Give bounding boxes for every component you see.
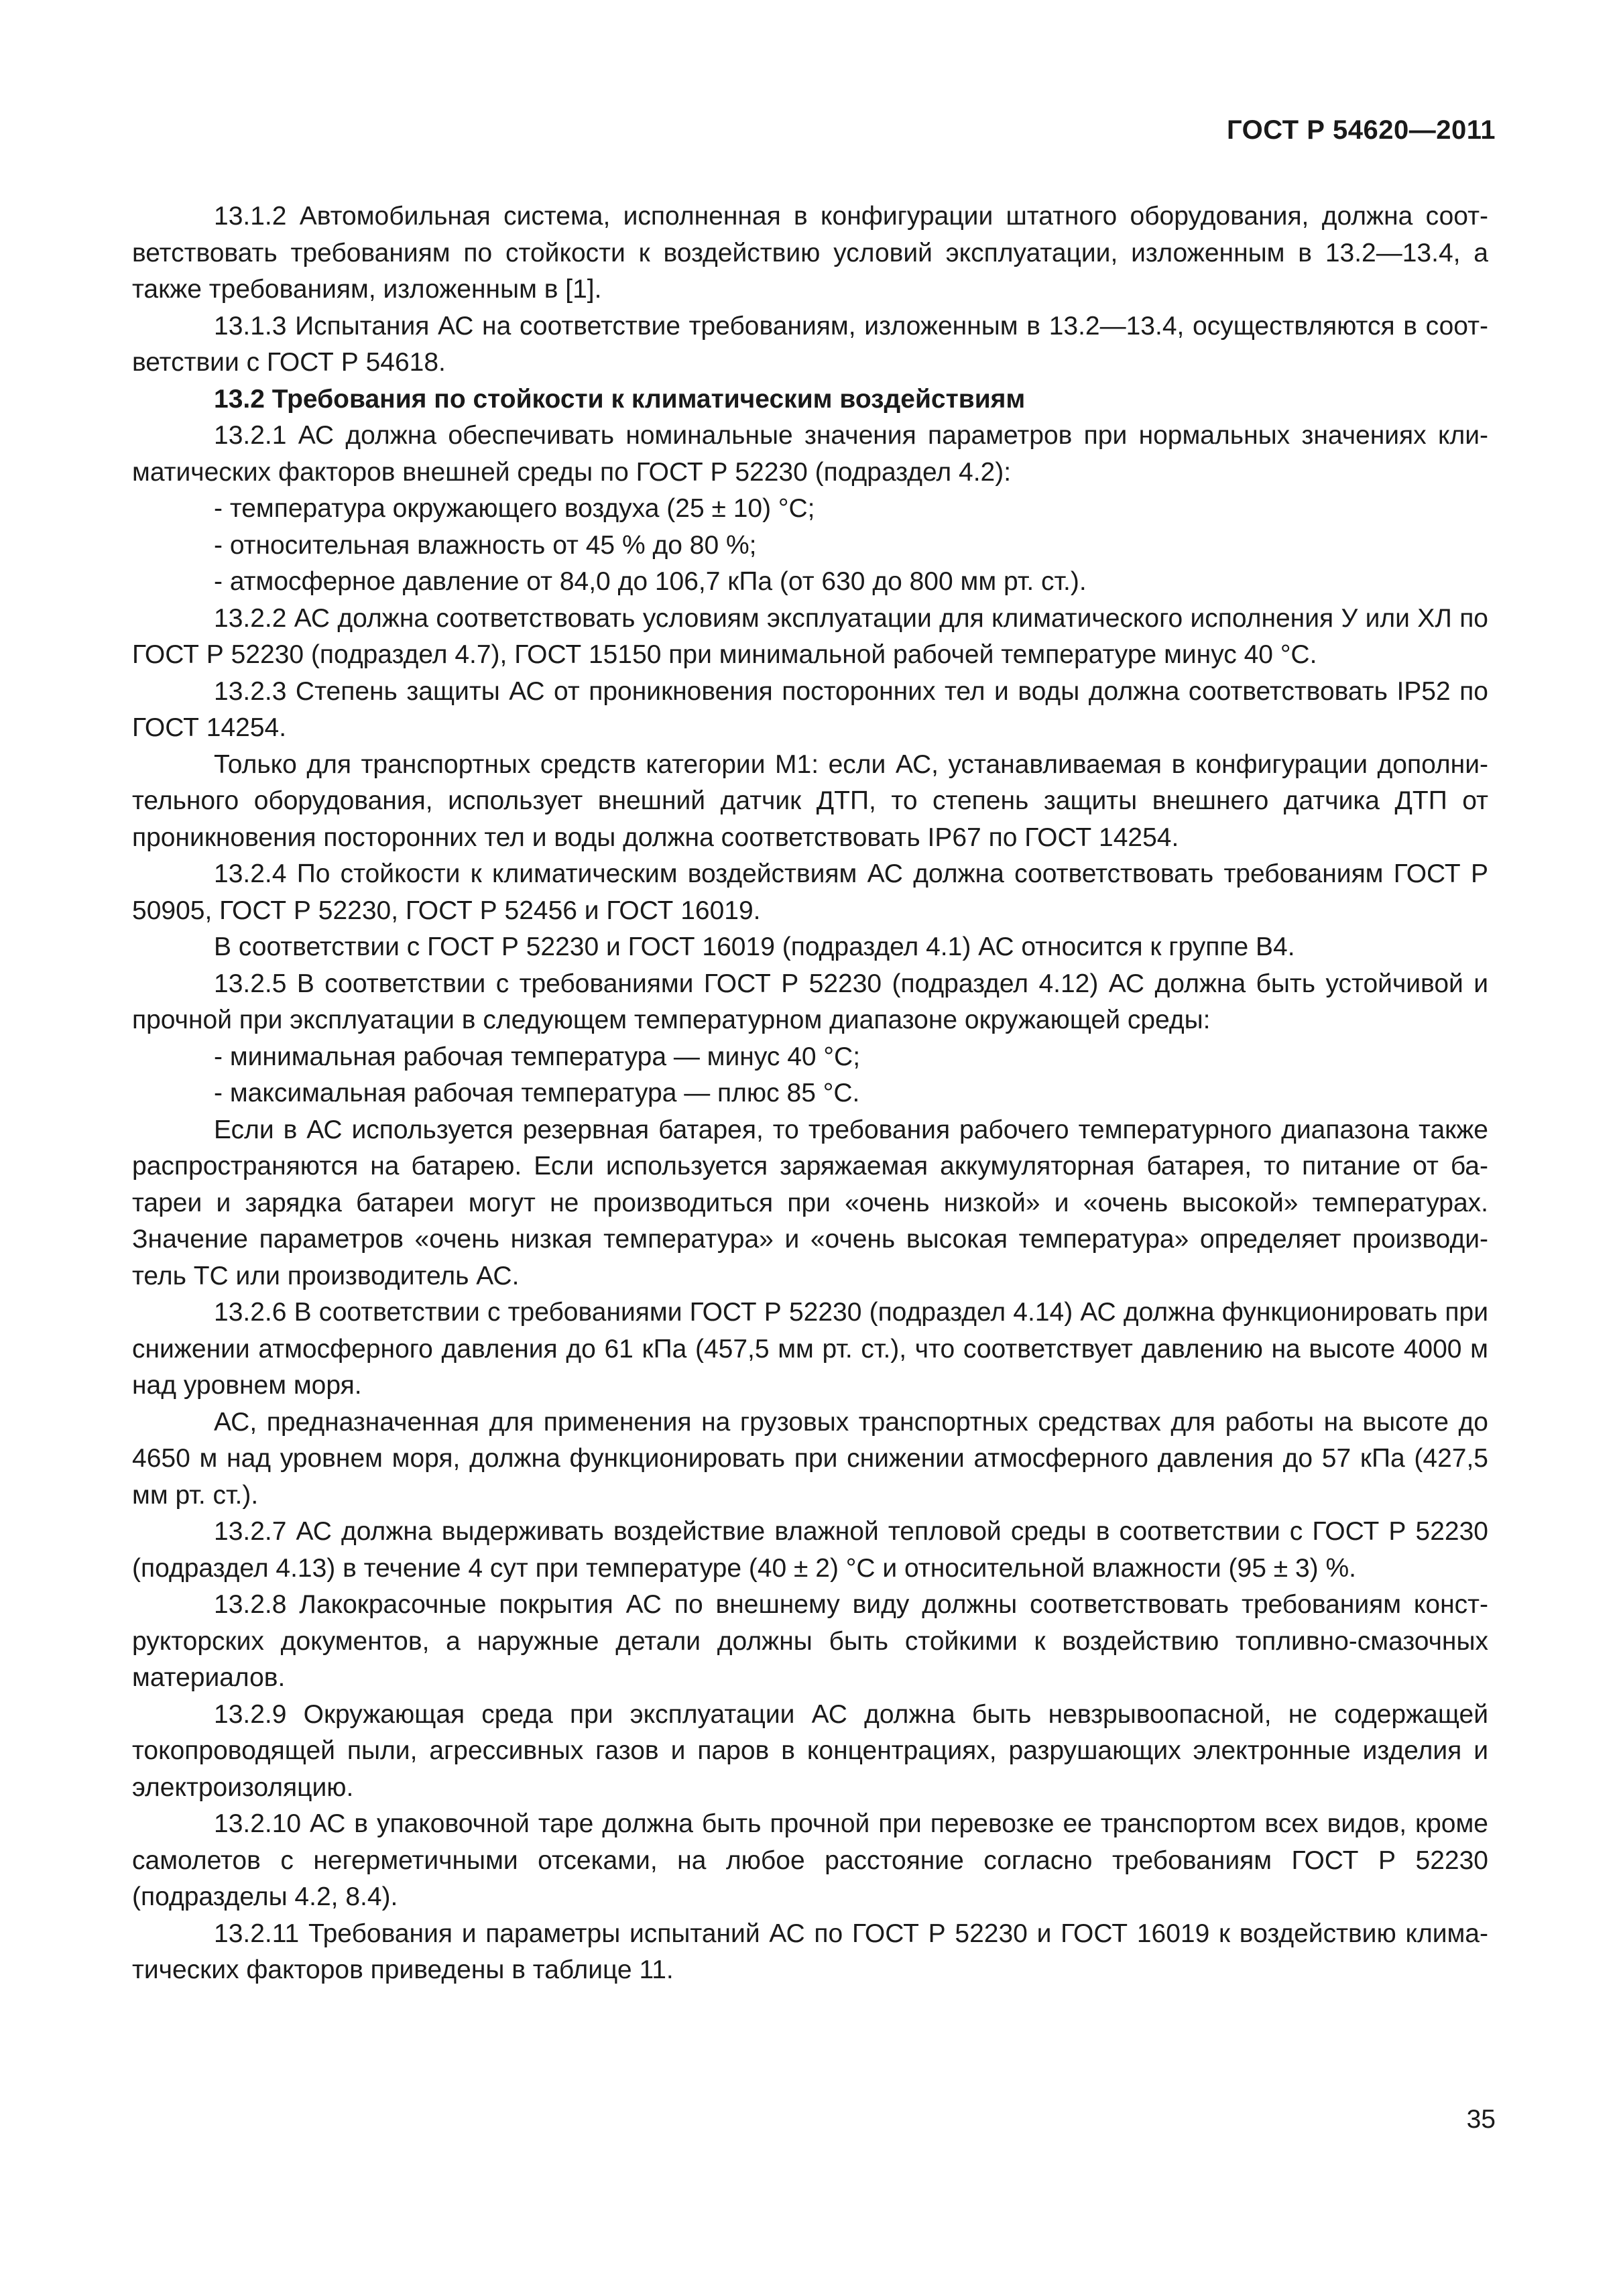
page-number: 35 [1466, 2105, 1496, 2134]
paragraph-13-2-7: 13.2.7 АС должна выдерживать воздействие влажной тепловой среды в соответствии с ГОСТ Р 52230 (подраздел 4.13) в течение 4 сут при температуре (40 ± 2) °С и относительной влажности (95 ± 3) %. [132, 1517, 1488, 1583]
paragraph-m1-vehicles: Только для транспортных средств категории М1: если АС, устанавливаемая в конфигурации дополнительного оборудования, использует внешний датчик ДТП, то степень защиты внешнего датчика ДТП от проникновения посторонних тел и воды должна соответствовать IP67 по ГОСТ 14254. [132, 749, 1488, 852]
paragraph-13-2-8: 13.2.8 Лакокрасочные покрытия АС по внешнему виду должны соответствовать требованиям конструкторских документов, а наружные детали должны быть стойкими к воздействию топливно-смазочных материалов. [132, 1590, 1488, 1692]
paragraph-backup-battery: Если в АС используется резервная батарея, то требования рабочего температурного диапазона также распространяются на батарею. Если используется заряжаемая аккумуляторная батарея, то питание от батареи и зарядка батареи могут не производиться при «очень низкой» и «очень высокой» температурах. Значение параметров «очень низкая температура» и «очень высокая температура» определяет производитель ТС или производитель АС. [132, 1115, 1488, 1290]
standard-code-header: ГОСТ Р 54620—2011 [1227, 115, 1496, 145]
section-heading-13-2: 13.2 Требования по стойкости к климатическим воздействиям [214, 384, 1026, 414]
paragraph-13-2-2: 13.2.2 АС должна соответствовать условиям эксплуатации для климатического исполнения У или ХЛ по ГОСТ Р 52230 (подраздел 4.7), ГОСТ 15150 при минимальной рабочей температуре минус 40 °С. [132, 603, 1488, 669]
list-item-max-temperature: - максимальная рабочая температура — плюс 85 °С. [214, 1079, 860, 1107]
paragraph-13-2-4: 13.2.4 По стойкости к климатическим воздействиям АС должна соответствовать требованиям ГОСТ Р 50905, ГОСТ Р 52230, ГОСТ Р 52456 и ГОСТ 16019. [132, 859, 1488, 925]
paragraph-13-2-9: 13.2.9 Окружающая среда при эксплуатации АС должна быть невзрывоопасной, не содержащей токопроводящей пыли, агрессивных газов и паров в концентрациях, разрушающих электронные изделия и электроизоляцию. [132, 1699, 1488, 1802]
paragraph-13-1-3: 13.1.3 Испытания АС на соответствие требованиям, изложенным в 13.2—13.4, осуществляются в соответствии с ГОСТ Р 54618. [132, 311, 1488, 377]
paragraph-13-2-10: 13.2.10 АС в упаковочной таре должна быть прочной при перевозке ее транспортом всех видов, кроме самолетов с негерметичными отсеками, на любое расстояние согласно требованиям ГОСТ Р 52230 (подразделы 4.2, 8.4). [132, 1809, 1488, 1911]
document-body [132, 198, 1488, 1989]
list-item-atmospheric-pressure: - атмосферное давление от 84,0 до 106,7 кПа (от 630 до 800 мм рт. ст.). [214, 567, 1087, 596]
list-item-relative-humidity: - относительная влажность от 45 % до 80 %; [214, 530, 757, 560]
paragraph-13-2-5: 13.2.5 В соответствии с требованиями ГОСТ Р 52230 (подраздел 4.12) АС должна быть устойчивой и прочной при эксплуатации в следующем температурном диапазоне окружающей среды: [132, 969, 1488, 1034]
paragraph-trucks-altitude: АС, предназначенная для применения на грузовых транспортных средствах для работы на высоте до 4650 м над уровнем моря, должна функционировать при снижении атмосферного давления до 57 кПа (427,5 мм рт. ст.). [132, 1407, 1488, 1510]
paragraph-group-b4: В соответствии с ГОСТ Р 52230 и ГОСТ 16019 (подраздел 4.1) АС относится к группе В4. [214, 932, 1295, 961]
paragraph-13-2-11: 13.2.11 Требования и параметры испытаний АС по ГОСТ Р 52230 и ГОСТ 16019 к воздействию климатических факторов приведены в таблице 11. [132, 1919, 1488, 1984]
paragraph-13-1-2: 13.1.2 Автомобильная система, исполненная в конфигурации штатного оборудования, должна соответствовать требованиям по стойкости к воздействию условий эксплуатации, изложенным в 13.2—13.4, а также требованиям, изложенным в [1]. [132, 202, 1488, 304]
paragraph-13-2-1: 13.2.1 АС должна обеспечивать номинальные значения параметров при нормальных значениях климатических факторов внешней среды по ГОСТ Р 52230 (подраздел 4.2): [132, 421, 1488, 487]
paragraph-13-2-3: 13.2.3 Степень защиты АС от проникновения посторонних тел и воды должна соответствовать IP52 по ГОСТ 14254. [132, 676, 1488, 742]
list-item-min-temperature: - минимальная рабочая температура — минус 40 °С; [214, 1042, 861, 1071]
list-item-air-temperature: - температура окружающего воздуха (25 ± 10) °С; [214, 494, 815, 523]
paragraph-13-2-6: 13.2.6 В соответствии с требованиями ГОСТ Р 52230 (подраздел 4.14) АС должна функционировать при снижении атмосферного давления до 61 кПа (457,5 мм рт. ст.), что соответствует давлению на высоте 4000 м над уровнем моря. [132, 1298, 1488, 1400]
